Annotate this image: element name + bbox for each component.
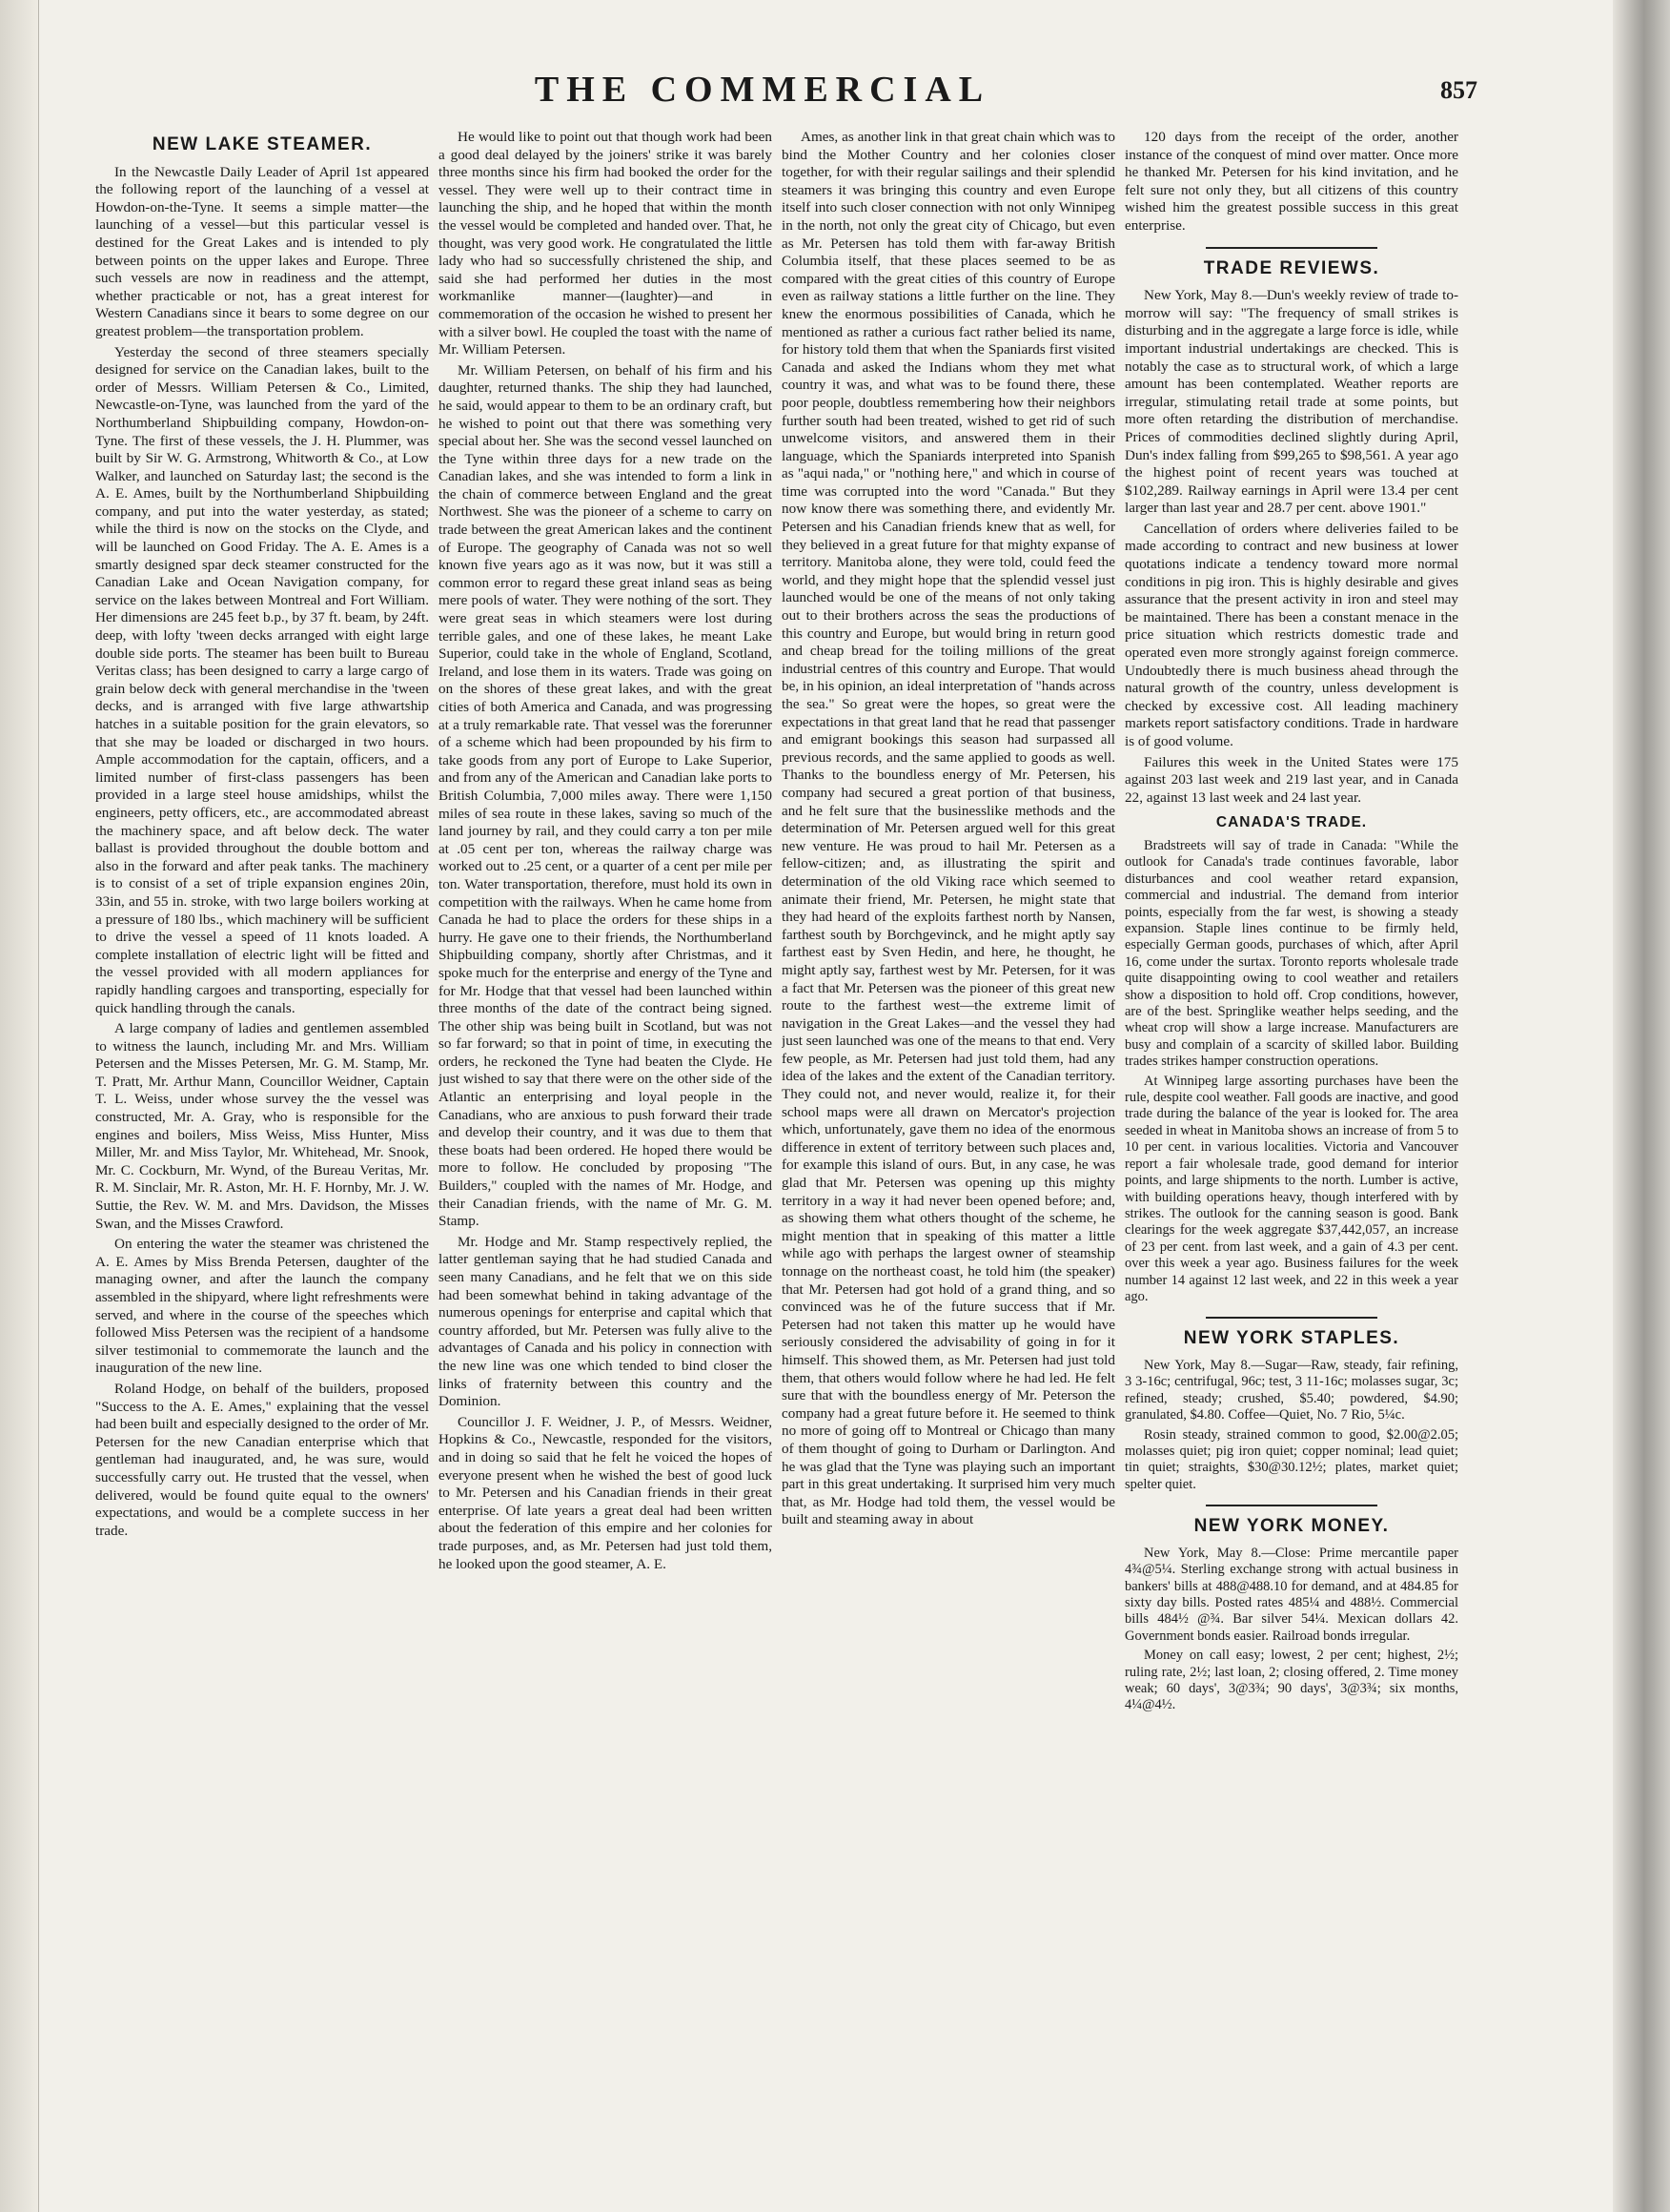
article-paragraph: Rosin steady, strained common to good, $2.00@2.05; molasses quiet; pig iron quiet; copper nominal; lead quiet; tin quiet; straights, $30@30.12½; plates, market quiet; spelter quiet. — [1125, 1426, 1458, 1492]
column-3 — [782, 129, 1115, 2179]
right-page-edge — [1613, 0, 1670, 2212]
column-1 — [95, 129, 429, 2179]
article-paragraph: On entering the water the steamer was christened the A. E. Ames by Miss Brenda Petersen, daughter of the managing owner, and after the launch the company assembled in the shipyard, where light refreshments were served, and where in the course of the speeches which followed Miss Petersen was the recipient of a handsome silver testimonial to commemorate the launch and the inauguration of the new line. — [95, 1236, 429, 1377]
article-paragraph: New York, May 8.—Dun's weekly review of trade to-morrow will say: "The frequency of small strikes is disturbing and in the aggregate a large force is idle, while important industrial undertakings are checked. This is notably the case as to structural work, of which a large amount has been contemplated. Weather reports are irregular, stimulating retail trade at some points, but more often retarding the distribution of merchandise. Prices of commodities declined slightly during April, Dun's index falling from $99,265 to $98,561. A year ago the highest point of recent years was touched at $102,289. Railway earnings in April were 13.4 per cent larger than last year and 28.7 per cent. above 1901." — [1125, 287, 1458, 517]
article-paragraph: New York, May 8.—Close: Prime mercantile paper 4¾@5¼. Sterling exchange strong with actual business in bankers' bills at 488@488.10 for demand, and at 484.85 for sixty day bills. Posted rates 485¼ and 488½. Commercial bills 484½ @¾. Bar silver 54¼. Mexican dollars 42. Government bonds easier. Railroad bonds irregular. — [1125, 1545, 1458, 1644]
divider-rule — [1206, 1317, 1377, 1319]
article-paragraph: He would like to point out that though work had been a good deal delayed by the joiners' strike it was barely three months since his firm had booked the order for the vessel. They were well up to their contract time in launching the ship, and he hoped that within the month the vessel would be completed and handed over. That, he thought, was very good work. He congratulated the little lady who had so successfully christened the ship, and said she had performed her duties in the most workmanlike manner—(laughter)—and in commemoration of the occasion he wished to present her with a silver bowl. He coupled the toast with the name of Mr. William Petersen. — [438, 129, 772, 358]
left-page-edge — [0, 0, 39, 2212]
article-paragraph: Ames, as another link in that great chain which was to bind the Mother Country and her colonies closer together, for with their regular sailings and their splendid steamers it was bringing this country and even Europe itself into such closer connection with not only Winnipeg in the north, not only the great city of Chicago, but even as Mr. Petersen has told them with far-away British Columbia itself, that these places seemed to be as compared with the great cities of this country of Europe even as railway stations a little further on the line. They knew the enormous possibilities of Canada, which he mentioned as rather a curious fact rather belied its name, for history told them that when the Spaniards first visited Canada and asked the Indians whom they met what country it was, and what was to be found there, these poor people, doubtless remembering how their neighbors further south had been treated, wished to get rid of such unwelcome visitors, and answered them in their language, which the Spaniards interpreted into Spanish as "aqui nada," or "nothing here," and which in course of time was corrupted into the word "Canada." But they now know there was something there, and evidently Mr. Petersen and his Canadian friends knew that as well, for they believed in a great future for that mighty expanse of territory. Manitoba alone, they were told, could feed the world, and they might hope that the splendid vessel just launched would be one of the means of not only taking out to their brothers across the seas the productions of this country and Europe, but would bring in return good and cheap bread for the toiling millions of the great industrial centres of this country and Europe. That would be, in his opinion, an ideal interpretation of "hands across the sea." So great were the hopes, so great were the expectations in that great land that he read that passenger and emigrant bookings this season had surpassed all previous records, and the same applied to goods as well. Thanks to the boundless energy of Mr. Petersen, his company had secured a great portion of that business, and he felt sure that the businesslike methods and the determination of Mr. Petersen argued well for this great new venture. He was proud to hail Mr. Petersen as a fellow-citizen; and, as illustrating the spirit and determination of the old Viking race which seemed to animate their friend, Mr. Petersen, he might state that they had heard of the exploits farthest north by Nansen, farthest south by Borchgevinck, and he might aptly say farthest east by Sven Hedin, and here, he thought, he might aptly say, farthest west by Mr. Petersen, for it was a fact that Mr. Petersen was the pioneer of this great new route to the farthest west—the extreme limit of navigation in the Great Lakes—and the vessel they had just seen launched was one of the means to that end. Very few people, as Mr. Petersen had just told them, had any idea of the lakes and the extent of the Canadian territory. They could not, and never would, realize it, for their school maps were all drawn on Mercator's projection which, unfortunately, gave them no idea of the enormous difference in extent of territory between such places and, for example this island of ours. But, in any case, he was glad that Mr. Petersen was opening up this mighty territory in a way it had never been opened before; and, as showing them what others thought of the scheme, he might mention that in speaking of this matter a little while ago with perhaps the largest owner of steamship tonnage on the northeast coast, he told him (the speaker) that Mr. Petersen had got hold of a grand thing, and so convinced was he of the future success that if Mr. Petersen had not taken this matter up he would have seriously considered the advisability of going in for it himself. This showed them, as Mr. Petersen had just told them, that others would follow where he had led. He felt sure that with the boundless energy of Mr. Peterson the company had a great future before it. He seemed to think no more of going off to Montreal or Chicago than many of them thought of going to Durham or Darlington. And he was glad that the Tyne was playing such an important part in this great undertaking. It surprised him very much that, as Mr. Hodge had told them, the vessel would be built and steaming away in about — [782, 129, 1115, 1528]
article-paragraph: Money on call easy; lowest, 2 per cent; highest, 2½; ruling rate, 2½; last loan, 2; closing offered, 2. Time money weak; 60 days', 3@3¾; 90 days', 3@3¾; six months, 4¼@4½. — [1125, 1648, 1458, 1713]
column-2 — [438, 129, 772, 2179]
article-paragraph: In the Newcastle Daily Leader of April 1st appeared the following report of the launching of a vessel at Howdon-on-the-Tyne. It seems a simple matter—the launching of a vessel—but this particular vessel is destined for the Great Lakes and is intended to ply between points on the upper lakes and Europe. Three such vessels are now in readiness and the attempt, whether practicable or not, has a great interest for Western Canadians since it bears to some degree on our greatest problem—the transportation problem. — [95, 163, 429, 339]
article-paragraph: Failures this week in the United States were 175 against 203 last week and 219 last year, and in Canada 22, against 13 last week and 24 last year. — [1125, 753, 1458, 806]
article-paragraph: Cancellation of orders where deliveries failed to be made according to contract and new business at lower quotations indicate a tendency toward more normal conditions in pig iron. This is highly desirable and gives assurance that the present activity in iron and steel may be maintained. There has been a constant menace in the price situation which restricts domestic trade and operated even more strongly against foreign commerce. Undoubtedly there is much business ahead through the natural growth of the country, unless development is checked by excessive cost. All leading machinery markets report satisfactory conditions. Trade in hardware is of good volume. — [1125, 520, 1458, 749]
article-paragraph: At Winnipeg large assorting purchases have been the rule, despite cool weather. Fall goods are inactive, and good trade during the balance of the year is looked for. The area seeded in wheat in Manitoba shows an increase of from 5 to 10 per cent. in various localities. Victoria and Vancouver report a fair wholesale trade, good demand for interior points, and large shipments to the north. Lumber is active, with building operations heavy, though interfered with by strikes. The outlook for the canning season is good. Bank clearings for the week aggregate $37,442,057, an increase of 23 per cent. from last week, and a gain of 4.3 per cent. over this week a year ago. Business failures for the week number 14 against 12 last week, and 22 in this week a year ago. — [1125, 1073, 1458, 1304]
article-paragraph: Mr. Hodge and Mr. Stamp respectively replied, the latter gentleman saying that he had studied Canada and seen many Canadians, and he felt that we on this side had been somewhat behind in taking advantage of the numerous openings for enterprise and capital which that country afforded, but Mr. Petersen was fully alive to the advantages of Canada and his policy in connection with the new line was one which tended to bind closer the links of fraternity between this country and the Dominion. — [438, 1233, 772, 1410]
article-heading-new-lake-steamer: NEW LAKE STEAMER. — [152, 134, 373, 154]
subheading-canadas-trade: CANADA'S TRADE. — [1215, 814, 1368, 831]
divider-rule — [1206, 1505, 1377, 1506]
article-paragraph: Councillor J. F. Weidner, J. P., of Messrs. Weidner, Hopkins & Co., Newcastle, responded for the visitors, and in doing so said that he felt he voiced the hopes of everyone present when he wished the best of good luck to Mr. Petersen and his Canadian friends in their great enterprise. Of late years a great deal had been written about the federation of this empire and her colonies for trade purposes, and, as Mr. Petersen had just told them, he looked upon the good steamer, A. E. — [438, 1413, 772, 1572]
masthead — [48, 69, 1477, 116]
article-paragraph: Roland Hodge, on behalf of the builders, proposed "Success to the A. E. Ames," explaining that the vessel had been built and especially designed to the order of Mr. Petersen for the new Canadian enterprise which that gentleman had inaugurated, and, he was sure, would successfully carry out. He trusted that the vessel, when delivered, would be found quite equal to the owners' expectations, and would be a complete success in her trade. — [95, 1380, 429, 1539]
article-heading-trade-reviews: TRADE REVIEWS. — [1203, 257, 1380, 278]
article-paragraph: Yesterday the second of three steamers specially designed for service on the Canadian lakes, built to the order of Messrs. William Petersen & Co., Limited, Newcastle-on-Tyne, was launched from the yard of the Northumberland Shipbuilding company, Howdon-on-Tyne. The first of these vessels, the J. H. Plummer, was built by Sir W. G. Armstrong, Whitworth & Co., at Low Walker, and launched on Saturday last; the second is the A. E. Ames, built by the Northumberland Shipbuilding company, and put into the water yesterday, as stated; while the third is now on the stocks on the Clyde, and will be launched on Good Friday. The A. E. Ames is a smartly designed spar deck steamer constructed for the Canadian Lake and Ocean Navigation company, for service on the lakes between Montreal and Fort William. Her dimensions are 245 feet b.p., by 37 ft. beam, by 24ft. deep, with lofty 'tween decks arranged with eight large double side ports. The steamer has been built to Bureau Veritas class; has been designed to carry a large cargo of grain below deck with general merchandise in the 'tween decks, and is arranged with five large athwartship hatches in a suitable position for the grain elevators, so that she may be loaded or discharged in two hours. Ample accommodation for the captain, officers, and a limited number of first-class passengers has been provided in a large steel house amidships, whilst the engineers, petty officers, etc., are accommodated abreast the machinery space, and aft below deck. The water ballast is provided throughout the double bottom and also in the forward and after peak tanks. The machinery is to consist of a set of triple expansion engines 20in, 33in, and 55 in. stroke, with two large boilers working at a pressure of 180 lbs., which machinery will be sufficient to drive the vessel a speed of 11 knots loaded. A complete installation of electric light will be fitted and the vessel provided with all modern appliances for rapidly handling cargoes and transporting, especially for quick handling through the canals. — [95, 343, 429, 1016]
article-columns — [48, 129, 1477, 2179]
newspaper-page — [48, 38, 1601, 2202]
article-paragraph: New York, May 8.—Sugar—Raw, steady, fair refining, 3 3-16c; centrifugal, 96c; test, 3 11-16c; molasses sugar, 3c; refined, steady; crushed, $5.40; powdered, $4.90; granulated, $4.80. Coffee—Quiet, No. 7 Rio, 5¼c. — [1125, 1357, 1458, 1423]
divider-rule — [1206, 247, 1377, 249]
article-paragraph: 120 days from the receipt of the order, another instance of the conquest of mind over matter. Once more he thanked Mr. Petersen for his kind invitation, and he felt sure not only they, but all citizens of this country wished him the greatest possible success in this great enterprise. — [1125, 129, 1458, 234]
article-heading-new-york-staples: NEW YORK STAPLES. — [1183, 1328, 1400, 1349]
column-4 — [1125, 129, 1458, 2179]
masthead-title: THE COMMERCIAL — [534, 70, 991, 110]
article-heading-new-york-money: NEW YORK MONEY. — [1193, 1516, 1390, 1537]
article-paragraph: Mr. William Petersen, on behalf of his firm and his daughter, returned thanks. The ship they had launched, he said, would appear to them to be an ordinary craft, but he wished to point out that there was something very special about her. She was the second vessel launched on the Tyne within three days for a new trade on the Canadian lakes, and she was intended to form a link in the chain of commerce between England and the great Northwest. She was the pioneer of a scheme to carry on trade between the great American lakes and the continent of Europe. The geography of Canada was not so well known five years ago as it was now, but it was still a common error to regard these great inland seas as being mere pools of water. They were nothing of the sort. They were great seas in which steamers were lost during terrible gales, and one of these lakes, he meant Lake Superior, could take in the whole of England, Scotland, Ireland, and lose them in its waters. Trade was going on on the shores of these great lakes, and with the great cities of both America and Canada, and was progressing at a truly remarkable rate. That vessel was the forerunner of a scheme which had been propounded by his firm to take goods from any port of Europe to Lake Superior, and from any of the American and Canadian lake ports to British Columbia, 7,000 miles away. There were 1,150 miles of sea route in these lakes, saving so much of the land journey by rail, and they could carry a ton per mile at .05 cent per ton, whereas the railway charge was worked out to .25 cent, or a quarter of a cent per mile per ton. Water transportation, therefore, must hold its own in competition with the railways. When he came home from Canada he had to place the orders for these ships in a hurry. He gave one to their friends, the Northumberland Shipbuilding company, shortly after Christmas, and it spoke much for the enterprise and energy of the Tyne and for Mr. Hodge that that vessel had been launched within three months of the date of the contract being signed. The other ship was being built in Scotland, but was not so far forward; so that in point of time, in executing the orders, he reckoned the Tyne had beaten the Clyde. He just wished to say that there were on the other side of the Atlantic an enterprising and loyal people in the Canadians, who are anxious to push forward their trade and develop their country, and it was due to them that these boats had been ordered. He hoped there would be more to follow. He concluded by proposing "The Builders," coupled with the names of Mr. Hodge, and their Canadian friends, with the name of Mr. G. M. Stamp. — [438, 361, 772, 1230]
article-paragraph: A large company of ladies and gentlemen assembled to witness the launch, including Mr. and Mrs. William Petersen and the Misses Petersen, Mr. G. M. Stamp, Mr. T. Pratt, Mr. Arthur Mann, Councillor Weidner, Captain T. L. Weiss, under whose survey the the vessel was constructed, Mr. A. Gray, who is responsible for the engines and boilers, Miss Weiss, Miss Hunter, Miss Miller, Mr. and Miss Taylor, Mr. Whitehead, Mr. Snook, Mr. C. Cockburn, Mr. Wynd, of the Bureau Veritas, Mr. R. M. Sinclair, Mr. R. Aston, Mr. H. F. Hornby, Mr. J. W. Suttie, the Rev. W. M. and Mrs. Davidson, the Misses Swan, and the Misses Crawford. — [95, 1020, 429, 1232]
article-paragraph: Bradstreets will say of trade in Canada: "While the outlook for Canada's trade continues favorable, labor disturbances and cool weather retard expansion, commercial and industrial. The demand from interior points, especially from the far west, is showing a steady expansion. Staple lines continue to be firmly held, especially German goods, purchases of which, after April 16, come under the surtax. Toronto reports wholesale trade quite disappointing owing to cool weather and retailers show a disposition to hold off. Crop conditions, however, are of the best. Springlike weather helps seeding, and the wheat crop will show a large increase. Manufacturers are busy and complain of a scarcity of skilled labor. Building trades strikes hamper construction operations. — [1125, 837, 1458, 1070]
page-number: 857 — [1440, 76, 1477, 104]
